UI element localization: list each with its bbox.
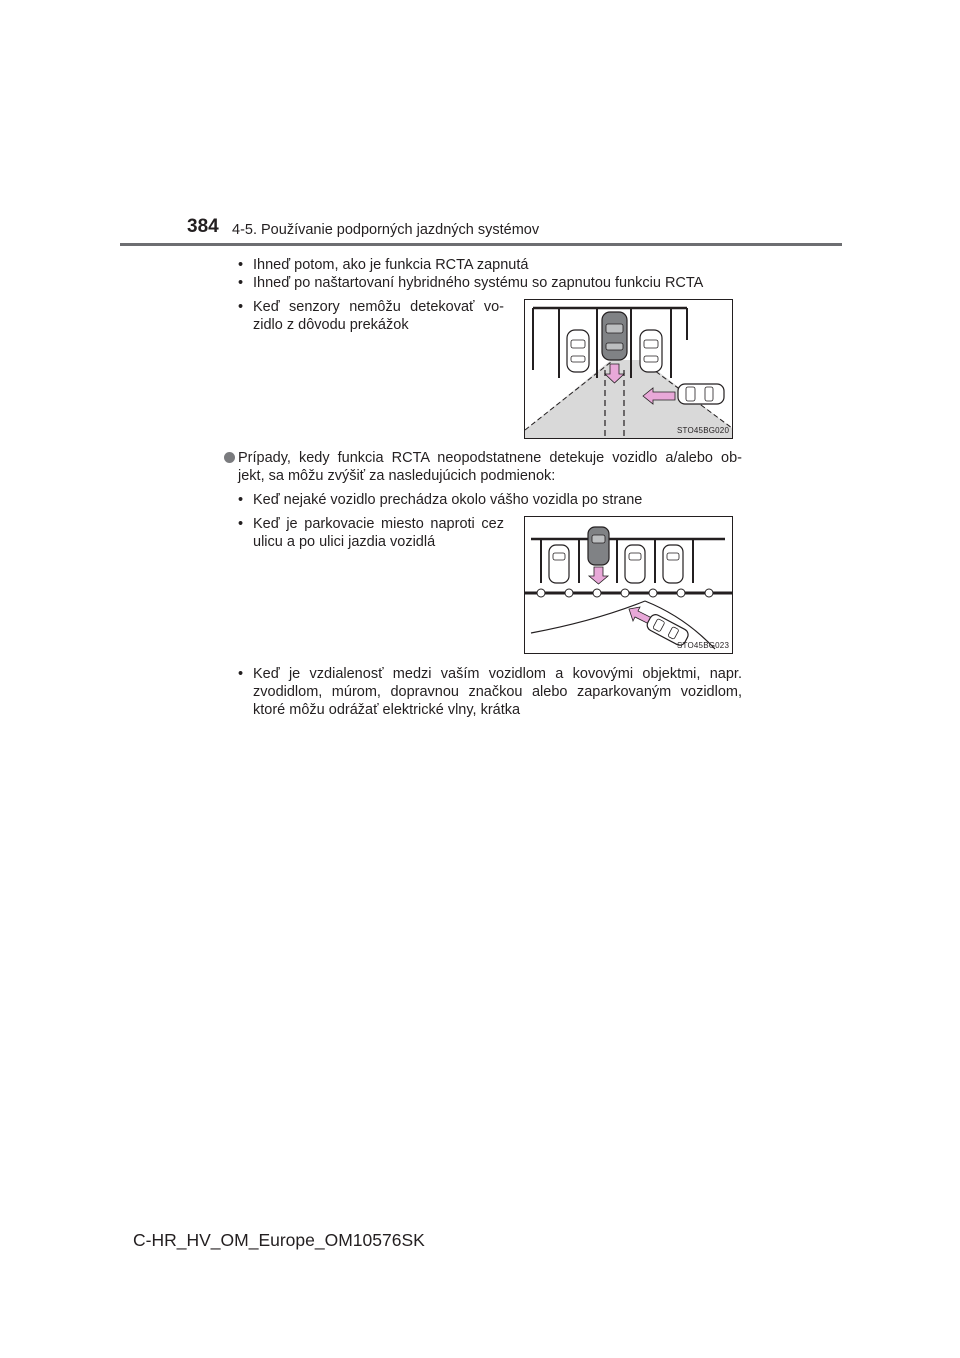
figure-caption: STO45BG023 [677, 641, 730, 650]
road-edge [531, 601, 645, 633]
document-code: C-HR_HV_OM_Europe_OM10576SK [133, 1230, 425, 1250]
list-item-text-line1: Keď je parkovacie miesto naproti cez [253, 516, 504, 532]
bullet-dot: • [238, 666, 244, 682]
own-car-icon [588, 527, 609, 565]
list-item-text: Ihneď po naštartovaní hybridného systému so zapnutou funkciu RCTA [253, 275, 704, 291]
figure-sensor-obstacles [524, 299, 733, 439]
bullet-dot: • [238, 492, 244, 508]
parked-car-left-icon [567, 330, 589, 372]
list-item [238, 298, 504, 334]
section-title: 4-5. Používanie podporných jazdných systémov [232, 222, 540, 238]
arrow-down-icon [589, 567, 608, 584]
list-item [238, 256, 528, 274]
bullet-dot: • [238, 257, 244, 273]
parked-car-icon [625, 545, 645, 583]
guardrail-post [705, 589, 713, 597]
page-number: 384 [187, 216, 219, 237]
header-divider [120, 243, 842, 246]
list-item-text-line1: Keď senzory nemôžu detekovať vo- [253, 299, 504, 315]
list-item [238, 491, 642, 509]
bullet-dot: • [238, 516, 244, 532]
section-bullet-icon [224, 452, 235, 463]
bullet-dot: • [238, 299, 244, 315]
bullet-dot: • [238, 275, 244, 291]
approaching-car-icon [678, 384, 724, 404]
section-intro-line2: jekt, sa môžu zvýšiť za nasledujúcich podmienok: [238, 468, 556, 484]
list-item-text-line3: ktoré môžu odrážať elektrické vlny, krátka [253, 702, 521, 718]
list-item-text-line2: zidlo z dôvodu prekážok [253, 317, 409, 333]
guardrail-post [677, 589, 685, 597]
list-item-text: Ihneď potom, ako je funkcia RCTA zapnutá [253, 257, 529, 273]
list-item-text-line1: Keď je vzdialenosť medzi vaším vozidlom a kovovými objektmi, napr. [253, 666, 742, 682]
guardrail-post [537, 589, 545, 597]
illustration-parking-obstacles [525, 300, 732, 438]
list-item [238, 665, 742, 719]
guardrail-post [565, 589, 573, 597]
parked-car-icon [663, 545, 683, 583]
list-item-text-line2: ulicu a po ulici jazdia vozidlá [253, 534, 436, 550]
guardrail-post [649, 589, 657, 597]
list-item [238, 274, 703, 292]
own-car-icon [602, 312, 627, 360]
parked-car-icon [549, 545, 569, 583]
parked-car-right-icon [640, 330, 662, 372]
figure-caption: STO45BG020 [677, 426, 730, 435]
list-item-text-line2: zvodidlom, múrom, dopravnou značkou alebo zaparkovaným vozidlom, [253, 684, 742, 700]
list-item [238, 515, 504, 551]
section-intro [238, 449, 742, 485]
list-item-text: Keď nejaké vozidlo prechádza okolo vášho vozidla po strane [253, 492, 643, 508]
guardrail-post [593, 589, 601, 597]
section-intro-line1: Prípady, kedy funkcia RCTA neopodstatnene detekuje vozidlo a/alebo ob- [238, 450, 742, 466]
guardrail-post [621, 589, 629, 597]
figure-parking-across-street [524, 516, 733, 654]
illustration-street-parking [525, 517, 732, 653]
